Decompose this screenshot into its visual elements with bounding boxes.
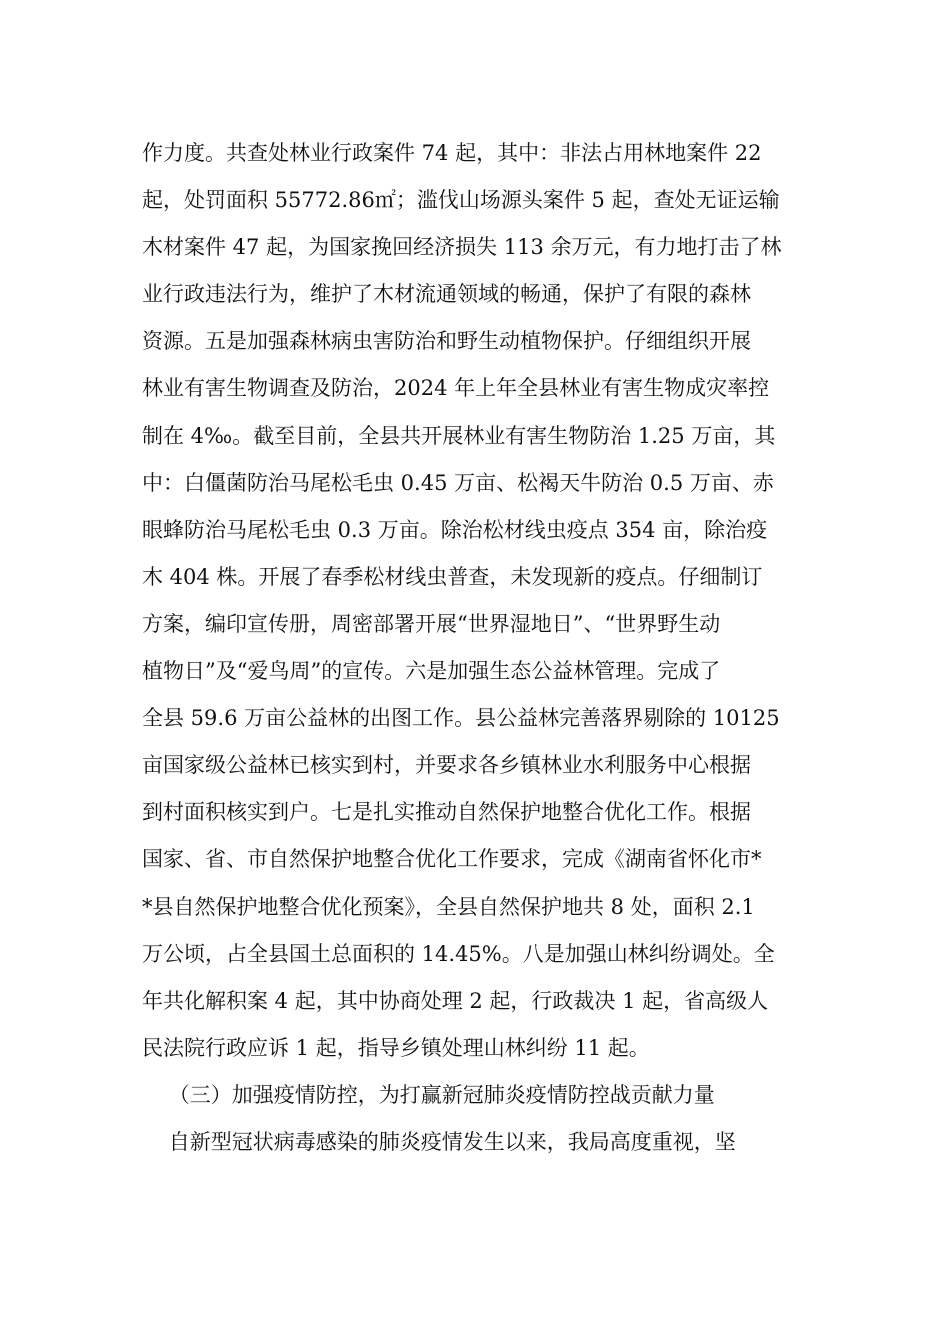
text-line: 林业有害生物调查及防治，2024 年上年全县林业有害生物成灾率控	[142, 376, 770, 401]
text-line: 万公顷，占全县国土总面积的 14.45%。八是加强山林纠纷调处。全	[142, 941, 775, 966]
text-line: 中：白僵菌防治马尾松毛虫 0.45 万亩、松褐天牛防治 0.5 万亩、赤	[142, 470, 774, 495]
text-line: 年共化解积案 4 起，其中协商处理 2 起，行政裁决 1 起，省高级人	[142, 988, 769, 1013]
body-text	[142, 130, 812, 1166]
text-line: 亩国家级公益林已核实到村，并要求各乡镇林业水利服务中心根据	[142, 753, 751, 778]
text-line: 到村面积核实到户。七是扎实推动自然保护地整合优化工作。根据	[142, 800, 751, 825]
text-line: 国家、省、市自然保护地整合优化工作要求，完成《湖南省怀化市*	[142, 847, 762, 872]
text-line: 资源。五是加强森林病虫害防治和野生动植物保护。仔细组织开展	[142, 329, 751, 354]
text-line: *县自然保护地整合优化预案》，全县自然保护地共 8 处，面积 2.1	[142, 894, 755, 919]
text-line: 业行政违法行为，维护了木材流通领域的畅通，保护了有限的森林	[142, 282, 751, 307]
text-line: 作力度。共查处林业行政案件 74 起，其中：非法占用林地案件 22	[142, 141, 762, 165]
text-line: 自新型冠状病毒感染的肺炎疫情发生以来，我局高度重视，坚	[142, 1129, 736, 1154]
text-line: 眼蜂防治马尾松毛虫 0.3 万亩。除治松材线虫疫点 354 亩，除治疫	[142, 517, 768, 542]
text-line: 全县 59.6 万亩公益林的出图工作。县公益林完善落界剔除的 10125	[142, 706, 780, 731]
text-line: 起，处罚面积 55772.86㎡；滥伐山场源头案件 5 起，查处无证运输	[142, 188, 780, 213]
text-line: 木 404 株。开展了春季松材线虫普查，未发现新的疫点。仔细制订	[142, 564, 763, 589]
text-line: 民法院行政应诉 1 起，指导乡镇处理山林纠纷 11 起。	[142, 1035, 650, 1060]
text-line: 植物日”及“爱鸟周”的宣传。六是加强生态公益林管理。完成了	[142, 659, 721, 684]
text-line: 木材案件 47 起，为国家挽回经济损失 113 余万元，有力地打击了林	[142, 235, 782, 260]
text-line: 制在 4‰。截至目前，全县共开展林业有害生物防治 1.25 万亩，其	[142, 423, 776, 448]
section-heading: （三）加强疫情防控，为打赢新冠肺炎疫情防控战贡献力量	[142, 1082, 715, 1107]
text-line: 方案，编印宣传册，周密部署开展“世界湿地日”、“世界野生动	[142, 611, 721, 636]
